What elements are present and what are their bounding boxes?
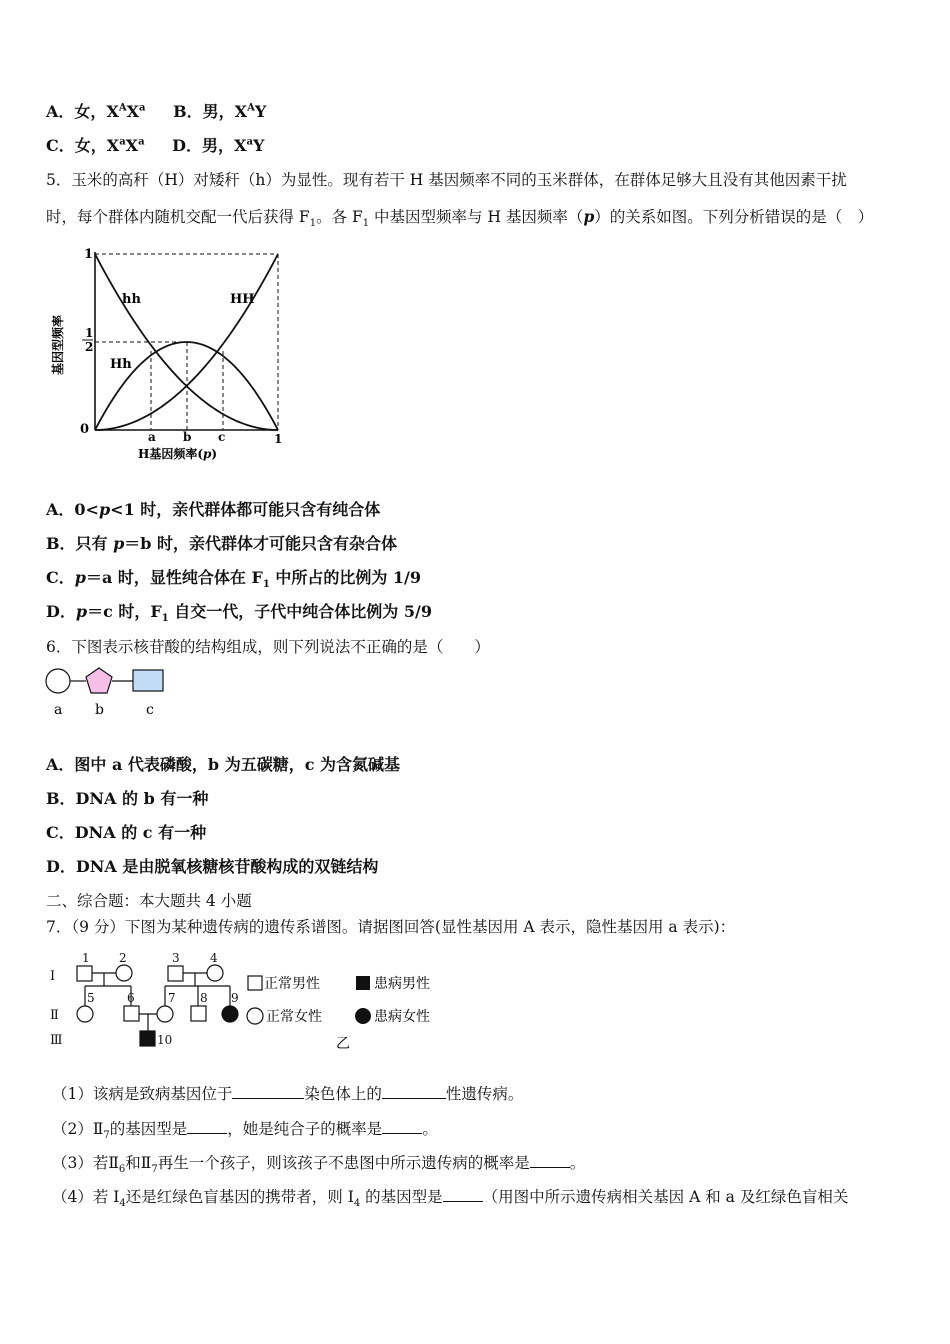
generation-1-label: I [50, 969, 56, 984]
hh-label: hh [122, 292, 141, 307]
individual-3-male [168, 966, 183, 981]
individual-5-female [77, 1006, 93, 1022]
x-tick-one: 1 [274, 432, 283, 446]
legend-normal-male-symbol [248, 976, 262, 990]
label-b: b [95, 702, 104, 718]
svg-text:7: 7 [168, 991, 176, 1005]
q4-option-a: A．女，$X^AX^a$ [46, 102, 146, 121]
individual-9-female-affected [222, 1006, 238, 1022]
individual-4-female [207, 965, 223, 981]
q5-genotype-frequency-graph [40, 240, 300, 470]
svg-text:6: 6 [127, 991, 135, 1005]
q7-sub-1: （1）该病是致病基因位于 染色体上的 性遗传病。 [52, 1085, 524, 1103]
svg-text:10: 10 [157, 1033, 173, 1047]
legend-affected-male-symbol [356, 976, 370, 990]
svg-text:5: 5 [87, 991, 95, 1005]
y-tick-half-den: 2 [85, 340, 94, 354]
phosphate-circle [46, 669, 70, 693]
individual-1-male [77, 966, 92, 981]
individual-10-male-affected [140, 1031, 155, 1046]
legend-normal-female: 正常女性 [266, 1009, 322, 1025]
legend-affected-female: 患病女性 [374, 1009, 430, 1025]
legend-affected-female-symbol [355, 1008, 371, 1024]
q7-sub-3: （3）若$Ⅱ_6$和$Ⅱ_7$再生一个孩子，则该孩子不患图中所示遗传病的概率是 。 [52, 1154, 586, 1176]
y-tick-half-num: 1 [85, 326, 94, 340]
pedigree-chart [40, 944, 460, 1056]
legend-normal-female-symbol [247, 1008, 263, 1024]
q6-option-c: C．DNA 的 c 有一种 [46, 823, 207, 842]
answer-blank-3[interactable] [187, 1119, 227, 1134]
y-axis-label: 基因型频率 [51, 314, 65, 375]
q6-option-b: B．DNA 的 b 有一种 [46, 789, 209, 808]
individual-7-female [157, 1006, 173, 1022]
q7-sub-4: （4）若 $I_4$还是红绿色盲基因的携带者，则 $I_4$ 的基因型是 （用图中所示遗传病相关基因 A 和 a 及红绿色盲相关 [52, 1188, 849, 1210]
svg-text:8: 8 [200, 991, 208, 1005]
q5-option-b: B．只有 p＝b 时，亲代群体才可能只含有杂合体 [46, 534, 398, 553]
q7-stem: 7．（9 分）下图为某种遗传病的遗传系谱图。请据图回答(显性基因用 A 表示，隐性基因用 a 表示)： [46, 918, 736, 936]
answer-blank-1[interactable] [232, 1084, 304, 1099]
answer-blank-5[interactable] [530, 1153, 570, 1168]
individual-8-male [191, 1006, 206, 1021]
x-tick-c: c [218, 430, 226, 444]
q5-stem-line-2: 时，每个群体内随机交配一代后获得 $F_1$。各 $F_1$ 中基因型频率与 H 基因频率（p）的关系如图。下列分析错误的是（ ） [46, 207, 874, 230]
q4-options-row-2 [46, 136, 264, 156]
svg-text:4: 4 [210, 951, 218, 965]
q4-option-d: D．男，$X^aY$ [172, 136, 265, 155]
q4-options-row-1 [46, 102, 266, 122]
svg-text:2: 2 [119, 951, 127, 965]
nucleotide-diagram [40, 666, 180, 722]
q6-option-d: D．DNA 是由脱氧核糖核苷酸构成的双链结构 [46, 857, 379, 876]
x-axis-label: H基因频率(p) [138, 447, 218, 461]
q4-option-c: C．女，$X^aX^a$ [46, 136, 145, 155]
q6-stem: 6．下图表示核苷酸的结构组成，则下列说法不正确的是（ ） [46, 638, 490, 656]
Hh-label: Hh [110, 357, 132, 372]
q5-option-d: D．p＝c 时，$F_1$ 自交一代，子代中纯合体比例为 5/9 [46, 602, 432, 625]
svg-text:1: 1 [82, 951, 90, 965]
HH-label: HH [230, 292, 255, 307]
legend-normal-male: 正常男性 [264, 976, 320, 992]
individual-2-female [116, 965, 132, 981]
svg-text:3: 3 [172, 951, 180, 965]
label-a: a [54, 702, 63, 718]
base-rectangle [133, 670, 163, 691]
generation-2-label: Ⅱ [50, 1008, 59, 1023]
pedigree-caption: 乙 [336, 1036, 350, 1052]
generation-3-label: Ⅲ [50, 1033, 63, 1048]
individual-6-male [124, 1006, 139, 1021]
section-2-heading: 二、综合题：本大题共 4 小题 [46, 892, 252, 910]
pentose-pentagon [86, 668, 112, 693]
q7-sub-2: $(2)Ⅱ_7$的基因型是 ，她是纯合子的概率是 。 [52, 1120, 438, 1142]
label-c: c [146, 702, 154, 718]
origin-label: 0 [80, 422, 90, 437]
x-tick-b: b [183, 430, 192, 444]
svg-text:9: 9 [231, 991, 239, 1005]
q5-stem-line-1: 5．玉米的高秆（H）对矮秆（h）为显性。现有若干 H 基因频率不同的玉米群体，在群体足够大且没有其他因素干扰 [46, 171, 847, 189]
y-tick-top: 1 [84, 247, 94, 262]
q5-option-c: C．p＝a 时，显性纯合体在 $F_1$ 中所占的比例为 1/9 [46, 568, 422, 591]
x-tick-a: a [148, 430, 156, 444]
q5-option-a: A．0<p<1 时，亲代群体都可能只含有纯合体 [46, 500, 381, 519]
q4-option-b: B．男，$X^AY$ [173, 102, 267, 121]
legend-affected-male: 患病男性 [374, 976, 430, 992]
answer-blank-2[interactable] [382, 1084, 446, 1099]
answer-blank-6[interactable] [443, 1187, 483, 1202]
answer-blank-4[interactable] [382, 1119, 422, 1134]
q6-option-a: A．图中 a 代表磷酸，b 为五碳糖，c 为含氮碱基 [46, 755, 401, 774]
